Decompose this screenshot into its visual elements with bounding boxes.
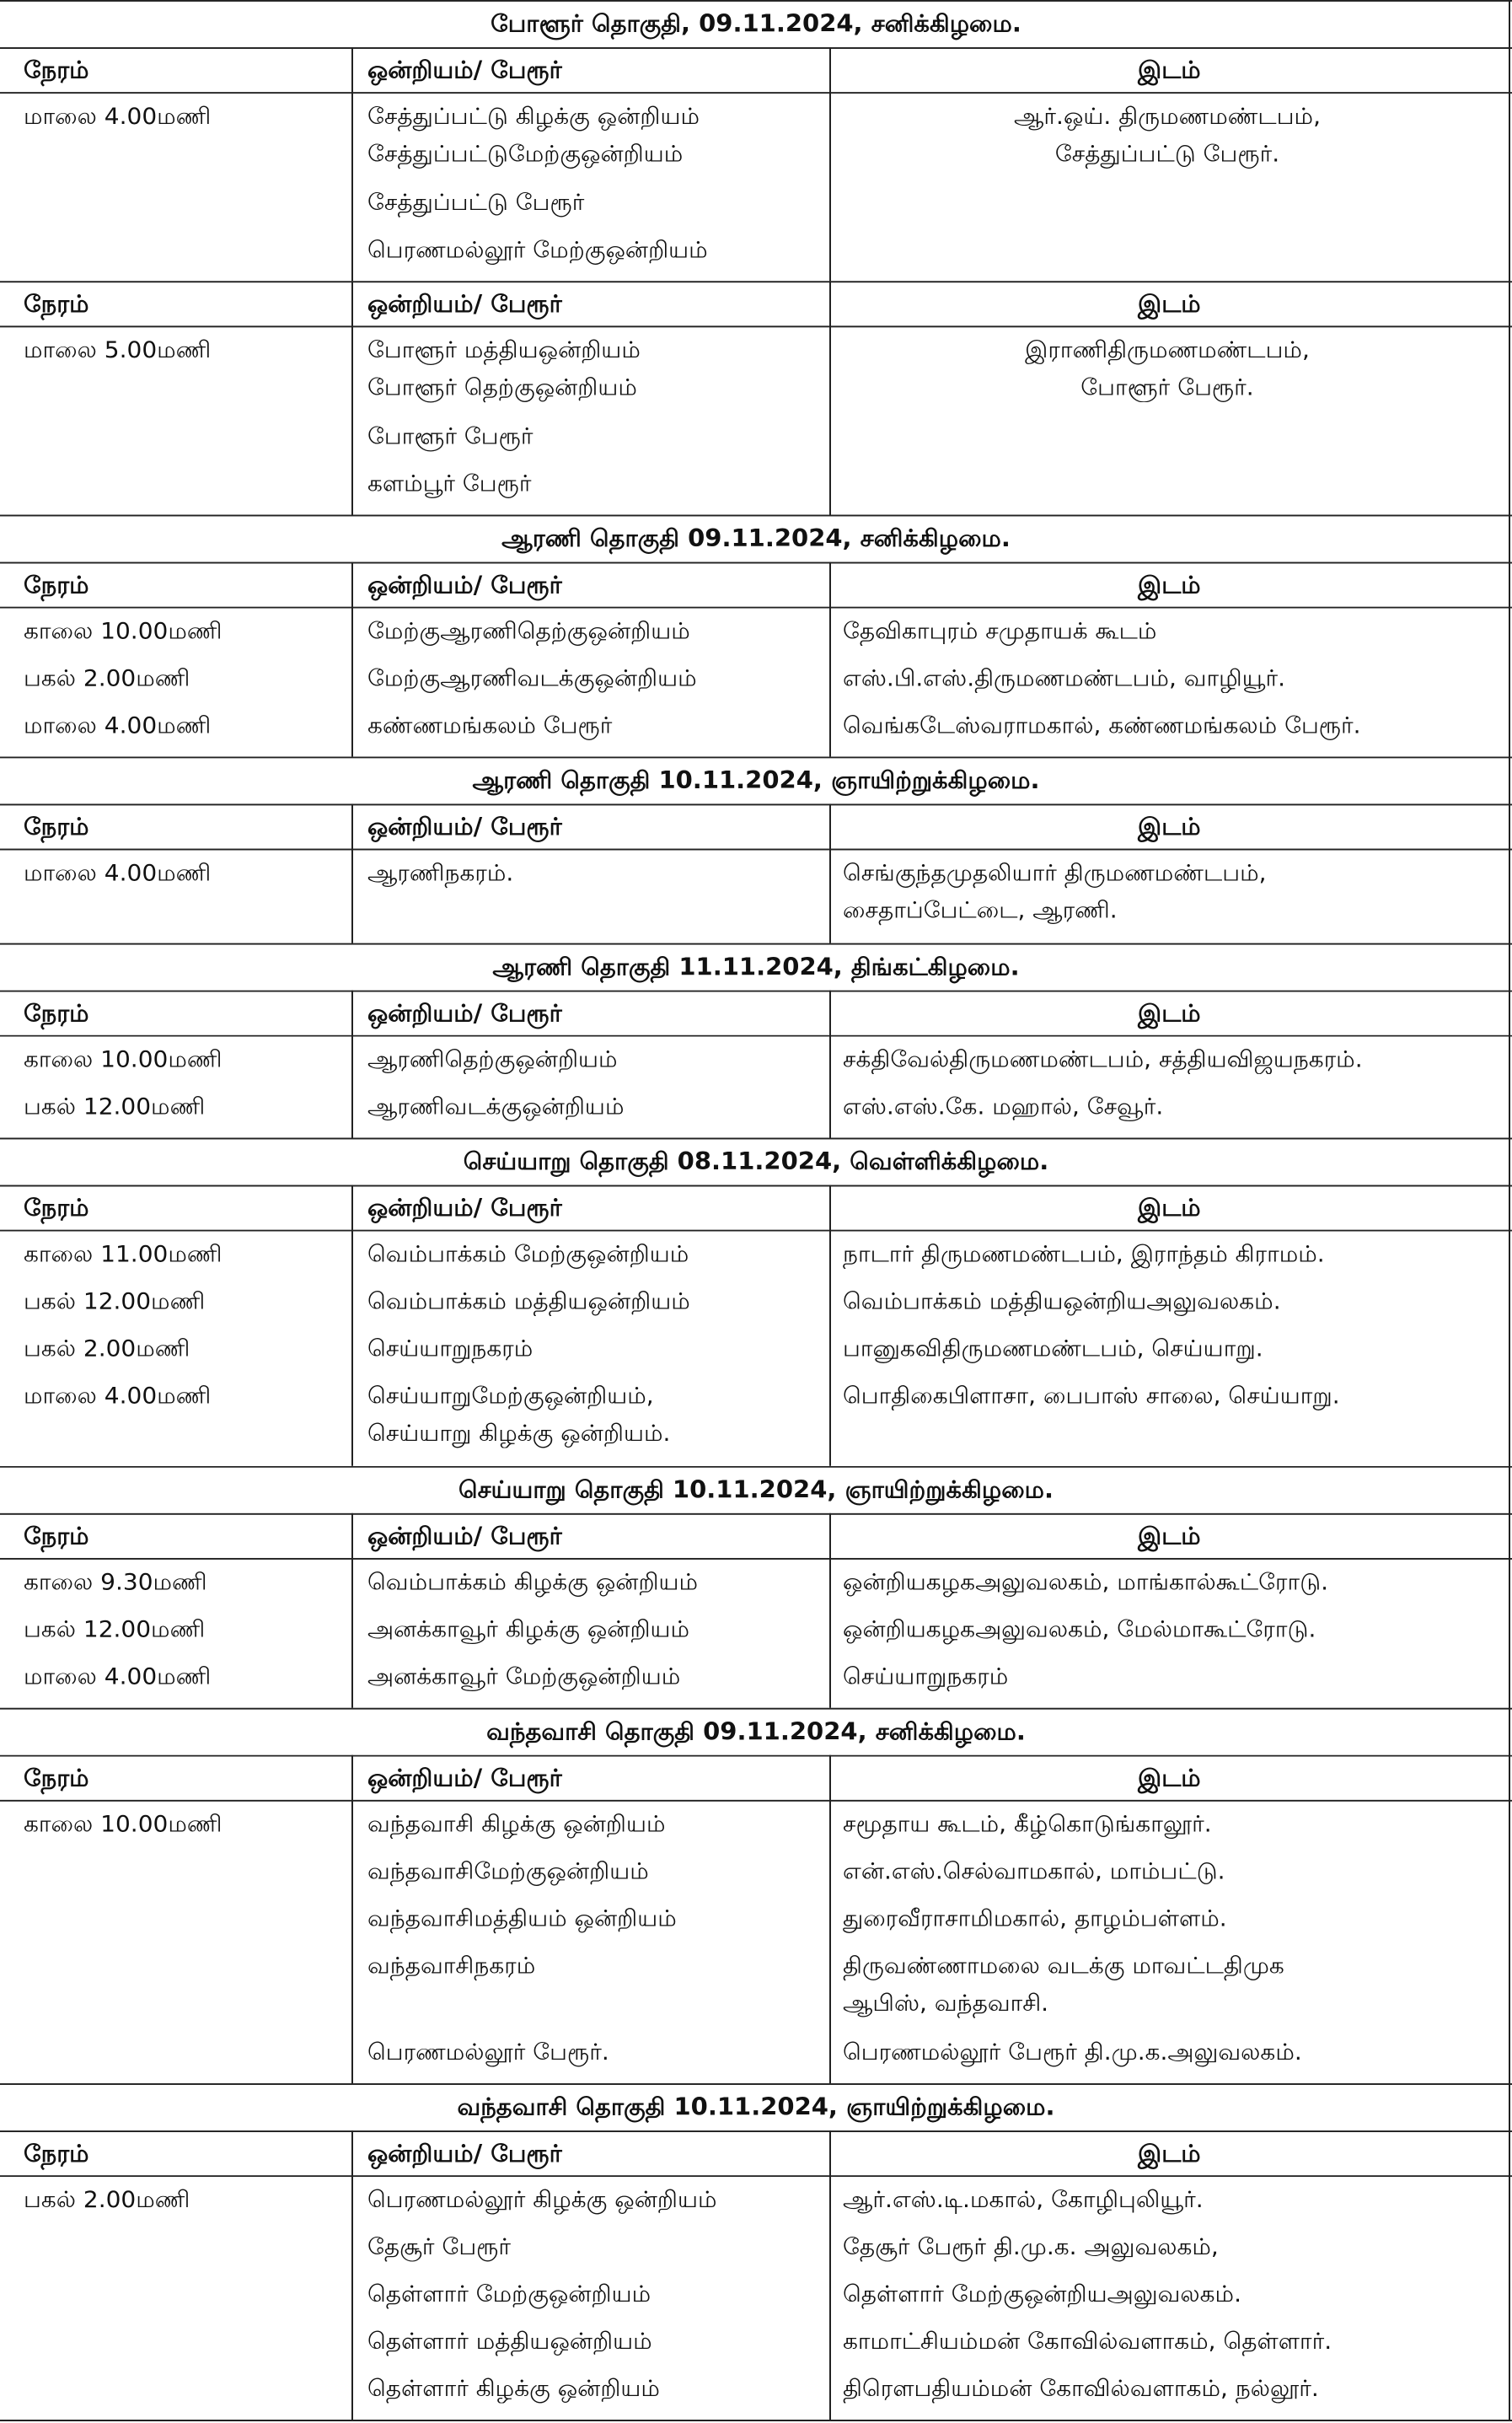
row-divider — [0, 1755, 1512, 1757]
union-cell: அனக்காவூர் கிழக்கு ஒன்றியம் — [367, 1615, 690, 1643]
time-cell: பகல் 12.00மணி — [24, 1093, 206, 1120]
row-divider — [0, 0, 1512, 2]
column-divider — [829, 803, 831, 943]
row-divider — [0, 325, 1512, 327]
union-cell: தெள்ளார் மேற்குஒன்றியம் — [367, 2280, 651, 2307]
column-divider — [351, 47, 353, 281]
section-title: ஆரணி தொகுதி 09.11.2024, சனிக்கிழமை. — [501, 524, 1011, 552]
column-header-time: நேரம் — [24, 571, 89, 599]
column-divider — [829, 281, 831, 514]
column-divider — [351, 803, 353, 943]
time-cell: மாலை 4.00மணி — [24, 712, 212, 739]
union-cell: வந்தவாசிநகரம் — [367, 1952, 536, 1980]
column-header-union: ஒன்றியம்/ பேரூர் — [367, 999, 562, 1028]
union-cell: பெரணமல்லூர் பேரூர். — [367, 2038, 609, 2066]
column-header-time: நேரம் — [24, 1764, 89, 1792]
place-cell: வெங்கடேஸ்வராமகால், கண்ணமங்கலம் பேரூர். — [843, 712, 1361, 739]
column-header-time: நேரம் — [24, 289, 89, 318]
place-cell: செய்யாறுநகரம் — [843, 1663, 1009, 1690]
union-cell: வந்தவாசி கிழக்கு ஒன்றியம் — [367, 1810, 666, 1838]
column-header-place: இடம் — [1138, 999, 1201, 1028]
union-cell: ஆரணிவடக்குஒன்றியம் — [367, 1093, 625, 1120]
place-cell: நாடார் திருமணமண்டபம், இராந்தம் கிராமம். — [843, 1240, 1325, 1268]
place-cell: திருவண்ணாமலை வடக்கு மாவட்டதிமுக — [843, 1952, 1284, 1980]
row-divider — [0, 1800, 1512, 1802]
place-cell: தெள்ளார் மேற்குஒன்றியஅலுவலகம். — [843, 2280, 1241, 2307]
section-title: ஆரணி தொகுதி 10.11.2024, ஞாயிற்றுக்கிழமை. — [472, 766, 1040, 794]
place-cell: எஸ்.எஸ்.கே. மஹால், சேவூர். — [843, 1093, 1164, 1120]
union-cell: வெம்பாக்கம் மேற்குஒன்றியம் — [367, 1240, 689, 1268]
row-divider — [0, 943, 1512, 945]
union-cell: ஆரணிநகரம். — [367, 859, 514, 887]
time-cell: பகல் 2.00மணி — [24, 1335, 190, 1362]
place-cell: சைதாப்பேட்டை, ஆரணி. — [843, 896, 1118, 924]
place-cell: ஒன்றியகழகஅலுவலகம், மாங்கால்கூட்ரோடு. — [843, 1568, 1329, 1596]
place-cell: ஆபிஸ், வந்தவாசி. — [843, 1989, 1049, 2017]
union-cell: வந்தவாசிமேற்குஒன்றியம் — [367, 1857, 649, 1885]
time-cell: பகல் 2.00மணி — [24, 664, 190, 692]
column-divider — [829, 1513, 831, 1708]
column-header-union: ஒன்றியம்/ பேரூர் — [367, 289, 562, 318]
union-cell: சேத்துப்பட்டுமேற்குஒன்றியம் — [367, 140, 684, 168]
column-header-time: நேரம் — [24, 1194, 89, 1222]
place-cell: செங்குந்தமுதலியார் திருமணமண்டபம், — [843, 859, 1267, 887]
column-header-union: ஒன்றியம்/ பேரூர் — [367, 571, 562, 599]
place-cell: எஸ்.பி.எஸ்.திருமணமண்டபம், வாழியூர். — [843, 664, 1286, 692]
section-title: வந்தவாசி தொகுதி 09.11.2024, சனிக்கிழமை. — [486, 1717, 1026, 1746]
column-divider — [829, 1185, 831, 1466]
column-header-place: இடம் — [1138, 1522, 1201, 1550]
column-header-union: ஒன்றியம்/ பேரூர் — [367, 1522, 562, 1550]
column-divider — [829, 562, 831, 757]
row-divider — [0, 92, 1512, 94]
place-cell: ஆர்.எஸ்.டி.மகால், கோழிபுலியூர். — [843, 2185, 1204, 2213]
column-header-time: நேரம் — [24, 813, 89, 841]
place-cell: பானுகவிதிருமணமண்டபம், செய்யாறு. — [843, 1335, 1263, 1362]
time-cell: மாலை 4.00மணி — [24, 1663, 212, 1690]
place-cell: துரைவீராசாமிமகால், தாழம்பள்ளம். — [843, 1905, 1227, 1932]
column-divider — [351, 1755, 353, 2083]
column-header-time: நேரம் — [24, 56, 89, 84]
column-divider — [351, 281, 353, 514]
time-cell: மாலை 4.00மணி — [24, 1382, 212, 1410]
time-cell: மாலை 5.00மணி — [24, 336, 212, 363]
union-cell: சேத்துப்பட்டு கிழக்கு ஒன்றியம் — [367, 102, 700, 130]
union-cell: செய்யாறுநகரம் — [367, 1335, 533, 1362]
row-divider — [0, 2130, 1512, 2132]
place-cell: பெரணமல்லூர் பேரூர் தி.மு.க.அலுவலகம். — [843, 2038, 1302, 2066]
union-cell: மேற்குஆரணிதெற்குஒன்றியம் — [367, 617, 690, 645]
column-header-time: நேரம் — [24, 2139, 89, 2168]
union-cell: பெரணமல்லூர் மேற்குஒன்றியம் — [367, 236, 708, 264]
union-cell: ஆரணிதெற்குஒன்றியம் — [367, 1045, 618, 1073]
column-divider — [351, 562, 353, 757]
row-divider — [0, 1513, 1512, 1515]
place-cell: ஒன்றியகழகஅலுவலகம், மேல்மாகூட்ரோடு. — [843, 1615, 1316, 1643]
column-header-place: இடம் — [1138, 56, 1201, 84]
column-divider — [829, 1755, 831, 2083]
place-cell: போளூர் பேரூர். — [1080, 373, 1254, 401]
section-title: ஆரணி தொகுதி 11.11.2024, திங்கட்கிழமை. — [492, 953, 1020, 981]
union-cell: மேற்குஆரணிவடக்குஒன்றியம் — [367, 664, 697, 692]
column-divider — [829, 47, 831, 281]
row-divider — [0, 991, 1512, 992]
time-cell: மாலை 4.00மணி — [24, 102, 212, 130]
time-cell: காலை 10.00மணி — [24, 1045, 223, 1073]
place-cell: இராணிதிருமணமண்டபம், — [1025, 336, 1310, 363]
column-divider — [829, 991, 831, 1138]
row-divider — [0, 2420, 1512, 2421]
time-cell: பகல் 2.00மணி — [24, 2185, 190, 2213]
section-title: வந்தவாசி தொகுதி 10.11.2024, ஞாயிற்றுக்கிழமை. — [457, 2093, 1055, 2121]
place-cell: திரௌபதியம்மன் கோவில்வளாகம், நல்லூர். — [843, 2374, 1319, 2402]
row-divider — [0, 849, 1512, 851]
union-cell: களம்பூர் பேரூர் — [367, 470, 532, 497]
column-divider — [829, 2130, 831, 2420]
column-divider — [351, 1185, 353, 1466]
union-cell: போளூர் தெற்குஒன்றியம் — [367, 373, 637, 401]
place-cell: பொதிகைபிளாசா, பைபாஸ் சாலை, செய்யாறு. — [843, 1382, 1340, 1410]
row-divider — [0, 1708, 1512, 1710]
column-header-union: ஒன்றியம்/ பேரூர் — [367, 56, 562, 84]
union-cell: போளூர் பேரூர் — [367, 422, 533, 450]
union-cell: செய்யாறுமேற்குஒன்றியம், — [367, 1382, 654, 1410]
union-cell: பெரணமல்லூர் கிழக்கு ஒன்றியம் — [367, 2185, 717, 2213]
union-cell: வெம்பாக்கம் மத்தியஒன்றியம் — [367, 1287, 690, 1315]
place-cell: ஆர்.ஒய். திருமணமண்டபம், — [1014, 102, 1321, 130]
row-divider — [0, 2083, 1512, 2085]
column-header-place: இடம் — [1138, 289, 1201, 318]
column-header-union: ஒன்றியம்/ பேரூர் — [367, 1194, 562, 1222]
column-header-union: ஒன்றியம்/ பேரூர் — [367, 1764, 562, 1792]
column-header-union: ஒன்றியம்/ பேரூர் — [367, 2139, 562, 2168]
column-header-place: இடம் — [1138, 571, 1201, 599]
union-cell: செய்யாறு கிழக்கு ஒன்றியம். — [367, 1419, 671, 1447]
column-header-time: நேரம் — [24, 1522, 89, 1550]
time-cell: பகல் 12.00மணி — [24, 1287, 206, 1315]
column-header-place: இடம் — [1138, 813, 1201, 841]
union-cell: வந்தவாசிமத்தியம் ஒன்றியம் — [367, 1905, 677, 1932]
row-divider — [0, 1230, 1512, 1232]
union-cell: தேசூர் பேரூர் — [367, 2232, 512, 2260]
column-header-time: நேரம் — [24, 999, 89, 1028]
union-cell: தெள்ளார் மத்தியஒன்றியம் — [367, 2327, 652, 2355]
row-divider — [0, 756, 1512, 758]
union-cell: வெம்பாக்கம் கிழக்கு ஒன்றியம் — [367, 1568, 699, 1596]
column-divider — [351, 2130, 353, 2420]
row-divider — [0, 803, 1512, 805]
column-divider — [351, 991, 353, 1138]
row-divider — [0, 1185, 1512, 1187]
row-divider — [0, 607, 1512, 609]
section-title: போளூர் தொகுதி, 09.11.2024, சனிக்கிழமை. — [491, 9, 1021, 38]
place-cell: வெம்பாக்கம் மத்தியஒன்றியஅலுவலகம். — [843, 1287, 1281, 1315]
place-cell: தேவிகாபுரம் சமுதாயக் கூடம் — [843, 617, 1157, 645]
time-cell: காலை 10.00மணி — [24, 617, 223, 645]
time-cell: காலை 11.00மணி — [24, 1240, 223, 1268]
row-divider — [0, 1466, 1512, 1468]
place-cell: சேத்துப்பட்டு பேரூர். — [1054, 140, 1280, 168]
row-divider — [0, 562, 1512, 564]
union-cell: சேத்துப்பட்டு பேரூர் — [367, 189, 585, 216]
place-cell: சமூதாய கூடம், கீழ்கொடுங்காலூர். — [843, 1810, 1212, 1838]
column-header-union: ஒன்றியம்/ பேரூர் — [367, 813, 562, 841]
column-header-place: இடம் — [1138, 1764, 1201, 1792]
time-cell: காலை 9.30மணி — [24, 1568, 207, 1596]
row-divider — [0, 515, 1512, 517]
union-cell: போளூர் மத்தியஒன்றியம் — [367, 336, 641, 363]
place-cell: தேசூர் பேரூர் தி.மு.க. அலுவலகம், — [843, 2232, 1219, 2260]
column-divider — [351, 1513, 353, 1708]
place-cell: காமாட்சியம்மன் கோவில்வளாகம், தெள்ளார். — [843, 2327, 1332, 2355]
row-divider — [0, 281, 1512, 282]
column-header-place: இடம் — [1138, 1194, 1201, 1222]
row-divider — [0, 1035, 1512, 1037]
union-cell: தெள்ளார் கிழக்கு ஒன்றியம் — [367, 2374, 660, 2402]
row-divider — [0, 1558, 1512, 1560]
column-header-place: இடம் — [1138, 2139, 1201, 2168]
row-divider — [0, 47, 1512, 49]
time-cell: பகல் 12.00மணி — [24, 1615, 206, 1643]
union-cell: கண்ணமங்கலம் பேரூர் — [367, 712, 613, 739]
section-title: செய்யாறு தொகுதி 10.11.2024, ஞாயிற்றுக்கிழமை. — [458, 1475, 1054, 1504]
row-divider — [0, 2175, 1512, 2177]
time-cell: மாலை 4.00மணி — [24, 859, 212, 887]
row-divider — [0, 1138, 1512, 1140]
union-cell: அனக்காவூர் மேற்குஒன்றியம் — [367, 1663, 681, 1690]
place-cell: சக்திவேல்திருமணமண்டபம், சத்தியவிஜயநகரம். — [843, 1045, 1363, 1073]
section-title: செய்யாறு தொகுதி 08.11.2024, வெள்ளிக்கிழமை. — [463, 1147, 1049, 1175]
time-cell: காலை 10.00மணி — [24, 1810, 223, 1838]
place-cell: என்.எஸ்.செல்வாமகால், மாம்பட்டு. — [843, 1857, 1225, 1885]
